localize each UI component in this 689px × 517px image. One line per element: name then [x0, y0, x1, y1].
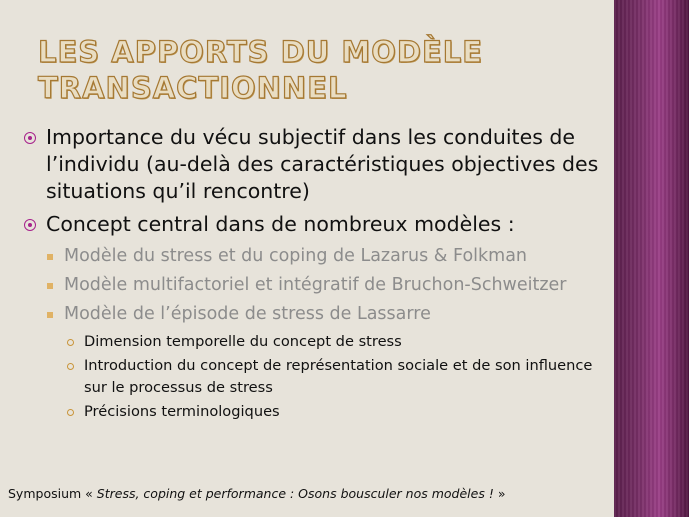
footer-symposium-title: Stress, coping et performance : Osons bousculer nos modèles ! — [96, 486, 494, 501]
ring-bullet-icon — [67, 339, 74, 346]
slide-title — [38, 34, 598, 106]
bullet-concept-central — [24, 211, 614, 238]
sub-bullet-text: Modèle de l’épisode de stress de Lassarre — [64, 304, 431, 324]
square-bullet-icon — [47, 254, 53, 260]
sub-sub-bullet-representation-sociale — [24, 355, 614, 399]
bullet-text: Concept central dans de nombreux modèles : — [46, 212, 515, 236]
circle-dot-bullet-icon — [24, 219, 36, 231]
bullet-text: Importance du vécu subjectif dans les conduites de l’individu (au-delà des caractéristiques objectives des situations qu’il rencontre) — [46, 125, 599, 203]
footer-prefix: Symposium « — [8, 486, 97, 501]
slide-footer — [8, 486, 505, 501]
title-line-2: TRANSACTIONNEL — [38, 71, 348, 105]
square-bullet-icon — [47, 312, 53, 318]
sub-sub-bullet-text: Précisions terminologiques — [84, 403, 280, 420]
sub-sub-bullet-text: Dimension temporelle du concept de stress — [84, 333, 402, 350]
sub-sub-bullet-precisions — [24, 401, 614, 423]
bullet-vecu-subjectif — [24, 124, 614, 205]
sub-sub-bullet-dimension-temporelle — [24, 331, 614, 353]
sub-bullet-text: Modèle multifactoriel et intégratif de Bruchon-Schweitzer — [64, 275, 567, 295]
footer-suffix: » — [493, 486, 506, 501]
title-line-1: LES APPORTS DU MODÈLE — [38, 35, 484, 69]
sub-bullet-lassarre — [24, 302, 614, 327]
sub-sub-bullet-text: Introduction du concept de représentation sociale et de son influence sur le processus de stress — [84, 357, 593, 396]
ring-bullet-icon — [67, 363, 74, 370]
square-bullet-icon — [47, 283, 53, 289]
sub-bullet-bruchon-schweitzer — [24, 273, 614, 298]
slide-content — [24, 124, 614, 425]
circle-dot-bullet-icon — [24, 132, 36, 144]
sub-bullet-lazarus-folkman — [24, 244, 614, 269]
ring-bullet-icon — [67, 409, 74, 416]
decorative-side-panel — [614, 0, 689, 517]
sub-bullet-text: Modèle du stress et du coping de Lazarus & Folkman — [64, 246, 528, 266]
